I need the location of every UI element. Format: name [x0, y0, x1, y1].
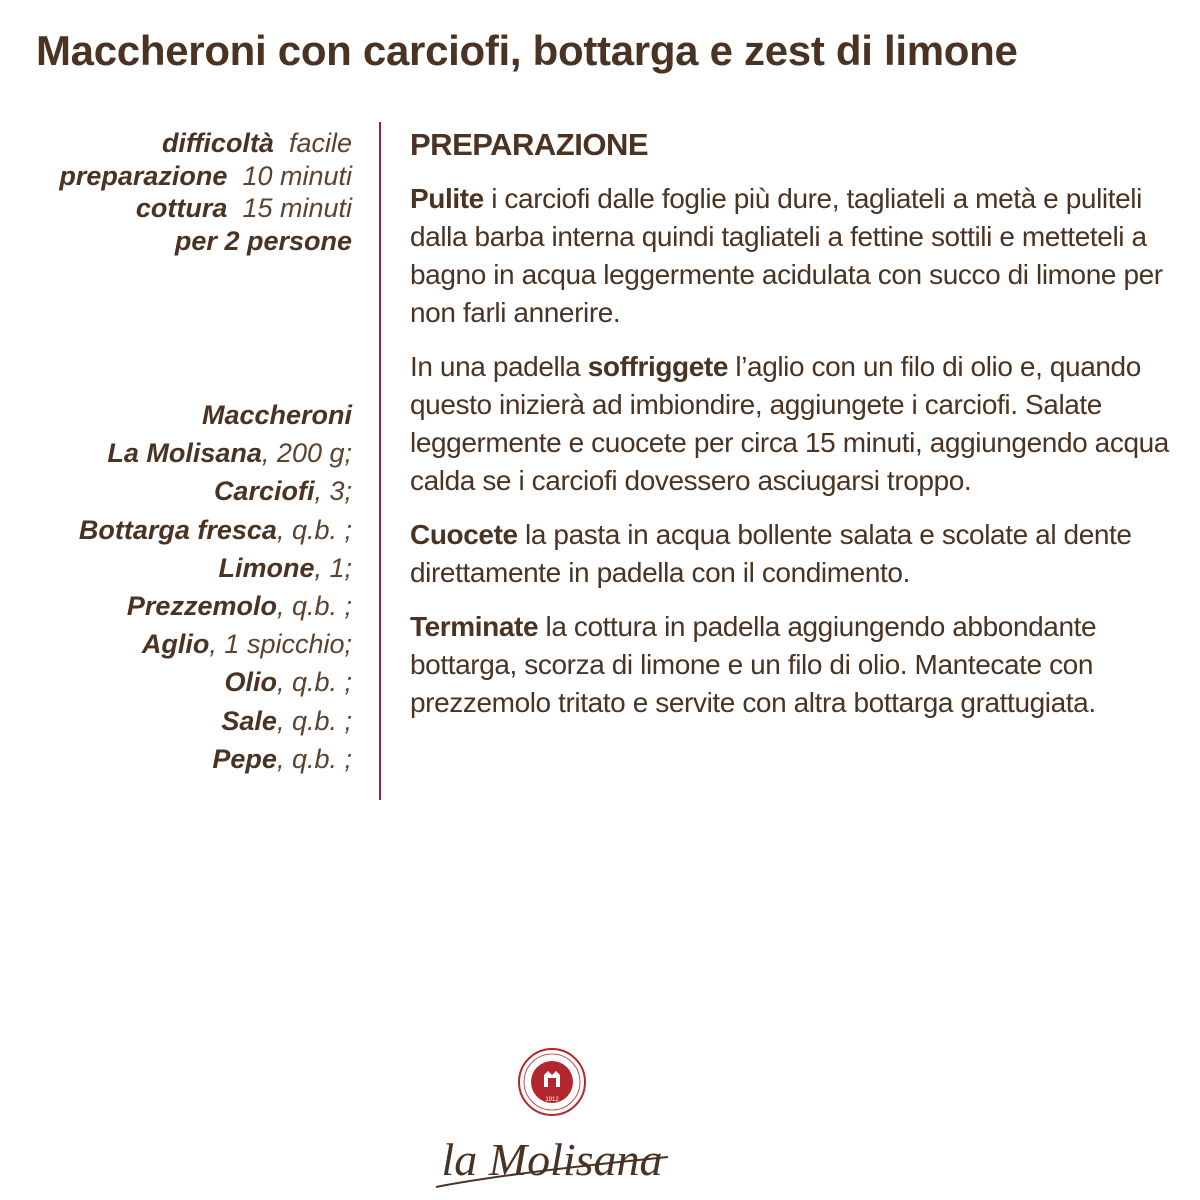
- ingredient-item: Olio, q.b. ;: [224, 667, 352, 698]
- seal-year: 1912: [545, 1097, 559, 1103]
- meta-servings: per 2 persone: [174, 225, 352, 256]
- meta-difficulty: difficoltà facile: [161, 128, 352, 158]
- ingredient-item: Maccheroni: [201, 400, 352, 430]
- seal-icon: [519, 1049, 585, 1115]
- preparation-section: [410, 124, 1180, 738]
- logo-wordmark: la Molisana: [441, 1134, 663, 1185]
- meta-preparation-time: preparazione 10 minuti: [59, 160, 352, 191]
- preparation-heading: PREPARAZIONE: [410, 127, 649, 162]
- ingredient-item: Limone, 1;: [218, 552, 352, 583]
- preparation-step: Cuocete la pasta in acqua bollente salata e scolate al dente direttamente in padella con il condimento.: [410, 519, 1132, 588]
- preparation-step: Terminate la cottura in padella aggiungendo abbondante bottarga, scorza di limone e un filo di olio. Mantecate con prezzemolo tritato e servite con altra bottarga grattugiata.: [410, 611, 1097, 718]
- recipe-meta: [0, 127, 352, 257]
- page-title: Maccheroni con carciofi, bottarga e zest di limone: [36, 27, 1018, 75]
- ingredient-list: [0, 396, 352, 778]
- ingredient-item: Pepe, q.b. ;: [212, 743, 352, 774]
- ingredient-item: Sale, q.b. ;: [221, 705, 352, 736]
- ingredient-item: Prezzemolo, q.b. ;: [126, 591, 352, 622]
- ingredient-item: Aglio, 1 spicchio;: [141, 629, 352, 660]
- preparation-step: In una padella soffriggete l’aglio con un filo di olio e, quando questo inizierà ad imbiondire, aggiungete i carciofi. Salate leggermente e cuocete per circa 15 minuti, aggiungendo acqua calda se i carciofi dovessero asciugarsi troppo.: [410, 351, 1169, 496]
- la-molisana-logo: [418, 1045, 688, 1195]
- ingredient-item: La Molisana, 200 g;: [107, 438, 352, 469]
- preparation-step: Pulite i carciofi dalle foglie più dure, tagliateli a metà e puliteli dalla barba interna quindi tagliateli a fettine sottili e metteteli a bagno in acqua leggermente acidulata con succo di limone per non farli annerire.: [410, 183, 1163, 328]
- ingredient-item: Carciofi, 3;: [213, 476, 352, 507]
- meta-cooking-time: cottura 15 minuti: [135, 193, 352, 223]
- column-divider: [379, 122, 381, 800]
- ingredient-item: Bottarga fresca, q.b. ;: [78, 514, 352, 545]
